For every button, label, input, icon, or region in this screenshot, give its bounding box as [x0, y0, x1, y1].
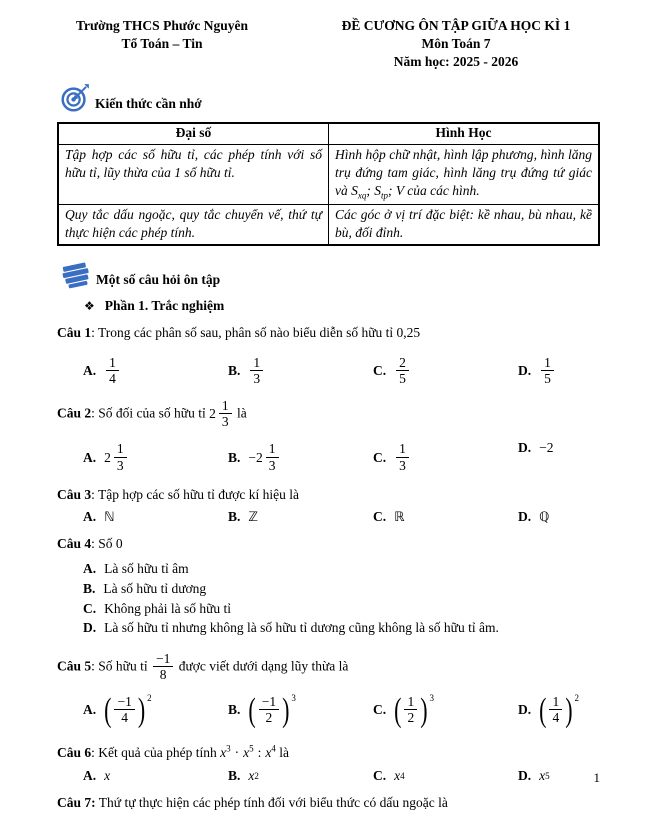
table-row	[58, 204, 599, 245]
knowledge-section-heading	[60, 82, 646, 113]
option-b: B. ℤ	[228, 509, 259, 525]
school-name: Trường THCS Phước Nguyên	[75, 18, 249, 33]
col-header-geometry: Hình Học	[329, 123, 600, 144]
question-bank-heading	[60, 261, 646, 289]
option-a: A. ℕ	[83, 509, 115, 525]
option-b: B. Là số hữu tỉ dương	[83, 580, 207, 596]
option-d: D. $\frac{1}{5}$	[518, 356, 606, 386]
question-3-options	[57, 509, 606, 525]
option-d: D. Là số hữu tỉ nhưng không là số hữu tỉ dương cũng không là số hữu tỉ âm.	[83, 620, 499, 636]
question-bank-heading-label: Một số câu hỏi ôn tập	[96, 272, 221, 288]
header-school-block	[32, 17, 292, 70]
option-c: C. Không phải là số hữu tỉ	[83, 600, 232, 616]
question-2-stem: Câu 2: Số đối của số hữu tỉ 2 $\frac{1}{3}$ là	[57, 398, 247, 430]
math-power: ( $\frac{-1}{4}$ ) 2	[104, 689, 152, 729]
option-a: A. 2 $\frac{1}{3}$	[83, 442, 228, 472]
option-d: D. ( $\frac{1}{4}$ ) 2	[518, 689, 580, 729]
target-icon	[60, 82, 91, 113]
knowledge-heading-label: Kiến thức cần nhớ	[95, 96, 202, 112]
option-a: A. Là số hữu tỉ âm	[83, 561, 189, 577]
option-a: A. x	[83, 767, 111, 783]
table-header-row	[58, 123, 599, 144]
math-power: ( $\frac{-1}{2}$ ) 3	[248, 689, 296, 729]
diamond-bullet-icon: ❖	[84, 299, 95, 314]
question-2	[57, 399, 606, 479]
cell-algebra-1: Tập hợp các số hữu tỉ, các phép tính với số hữu tỉ, lũy thừa của 1 số hữu tỉ.	[58, 144, 329, 204]
option-c: C. $\frac{2}{5}$	[373, 356, 518, 386]
subject-line: Môn Toán 7	[421, 35, 491, 51]
math-power: ( $\frac{1}{2}$ ) 3	[394, 689, 435, 729]
option-d: D. ℚ	[518, 509, 550, 525]
cell-geometry-2: Các góc ở vị trí đặc biệt: kề nhau, bù nhau, kề bù, đối đỉnh.	[329, 204, 600, 245]
option-b: B. x 2	[228, 767, 259, 783]
question-2-options	[57, 436, 606, 480]
question-5	[57, 652, 606, 732]
department-name: Tổ Toán – Tin	[121, 35, 203, 51]
part1-heading-label: Phần 1. Trắc nghiệm	[104, 298, 225, 314]
option-d: D. x 5	[518, 767, 550, 783]
question-6	[57, 744, 606, 784]
document-title: ĐỀ CƯƠNG ÔN TẬP GIỮA HỌC KÌ 1	[341, 18, 571, 33]
school-year-line: Năm học: 2025 - 2026	[393, 53, 519, 69]
col-header-algebra: Đại số	[58, 123, 329, 144]
question-3-stem: Câu 3: Tập hợp các số hữu tỉ được kí hiệu là	[57, 486, 300, 502]
knowledge-table	[57, 122, 600, 246]
question-1-options	[57, 349, 606, 393]
question-5-options	[57, 688, 606, 732]
table-row	[58, 144, 599, 204]
option-a: A. $\frac{1}{4}$	[83, 356, 228, 386]
cell-geometry-1: Hình hộp chữ nhật, hình lập phương, hình lăng trụ đứng tam giác, hình lăng trụ đứng tứ giác và $S_{xq}$; $S_{tp}$; V của các hình.	[329, 144, 600, 204]
option-c: C. ( $\frac{1}{2}$ ) 3	[373, 689, 435, 729]
option-b: B. ( $\frac{-1}{2}$ ) 3	[228, 689, 296, 729]
page-number: 1	[593, 770, 600, 785]
option-a: A. ( $\frac{-1}{4}$ ) 2	[83, 689, 152, 729]
question-6-stem: Câu 6: Kết quả của phép tính $x^3 \cdot x^5$ : $x^4$ là	[57, 743, 289, 760]
question-7	[57, 794, 606, 813]
option-c: C. $\frac{1}{3}$	[373, 442, 518, 472]
part1-heading	[84, 298, 646, 314]
option-b: B. $\frac{1}{3}$	[228, 356, 373, 386]
document-header	[0, 0, 646, 70]
question-4	[57, 535, 606, 637]
question-5-stem: Câu 5: Số hữu tỉ $\frac{-1}{8}$ được viết dưới dạng lũy thừa là	[57, 650, 349, 682]
books-icon	[60, 261, 92, 289]
question-6-options	[57, 768, 606, 784]
question-1-stem: Câu 1: Trong các phân số sau, phân số nào biểu diễn số hữu tỉ 0,25	[57, 325, 421, 341]
header-title-block	[296, 17, 616, 70]
question-3	[57, 486, 606, 526]
question-4-options	[57, 559, 606, 637]
question-4-stem: Câu 4: Số 0	[57, 536, 123, 552]
option-c: C. ℝ	[373, 509, 405, 525]
option-d: D. −2	[518, 439, 554, 455]
question-7-stem: Câu 7: Thứ tự thực hiện các phép tính đối với biểu thức có dấu ngoặc là	[57, 794, 448, 810]
cell-algebra-2: Quy tắc dấu ngoặc, quy tắc chuyển vế, thứ tự thực hiện các phép tính.	[58, 204, 329, 245]
option-b: B. − 2 $\frac{1}{3}$	[228, 442, 373, 472]
question-1	[57, 324, 606, 393]
option-c: C. x 4	[373, 767, 405, 783]
math-power: ( $\frac{1}{4}$ ) 2	[539, 689, 580, 729]
